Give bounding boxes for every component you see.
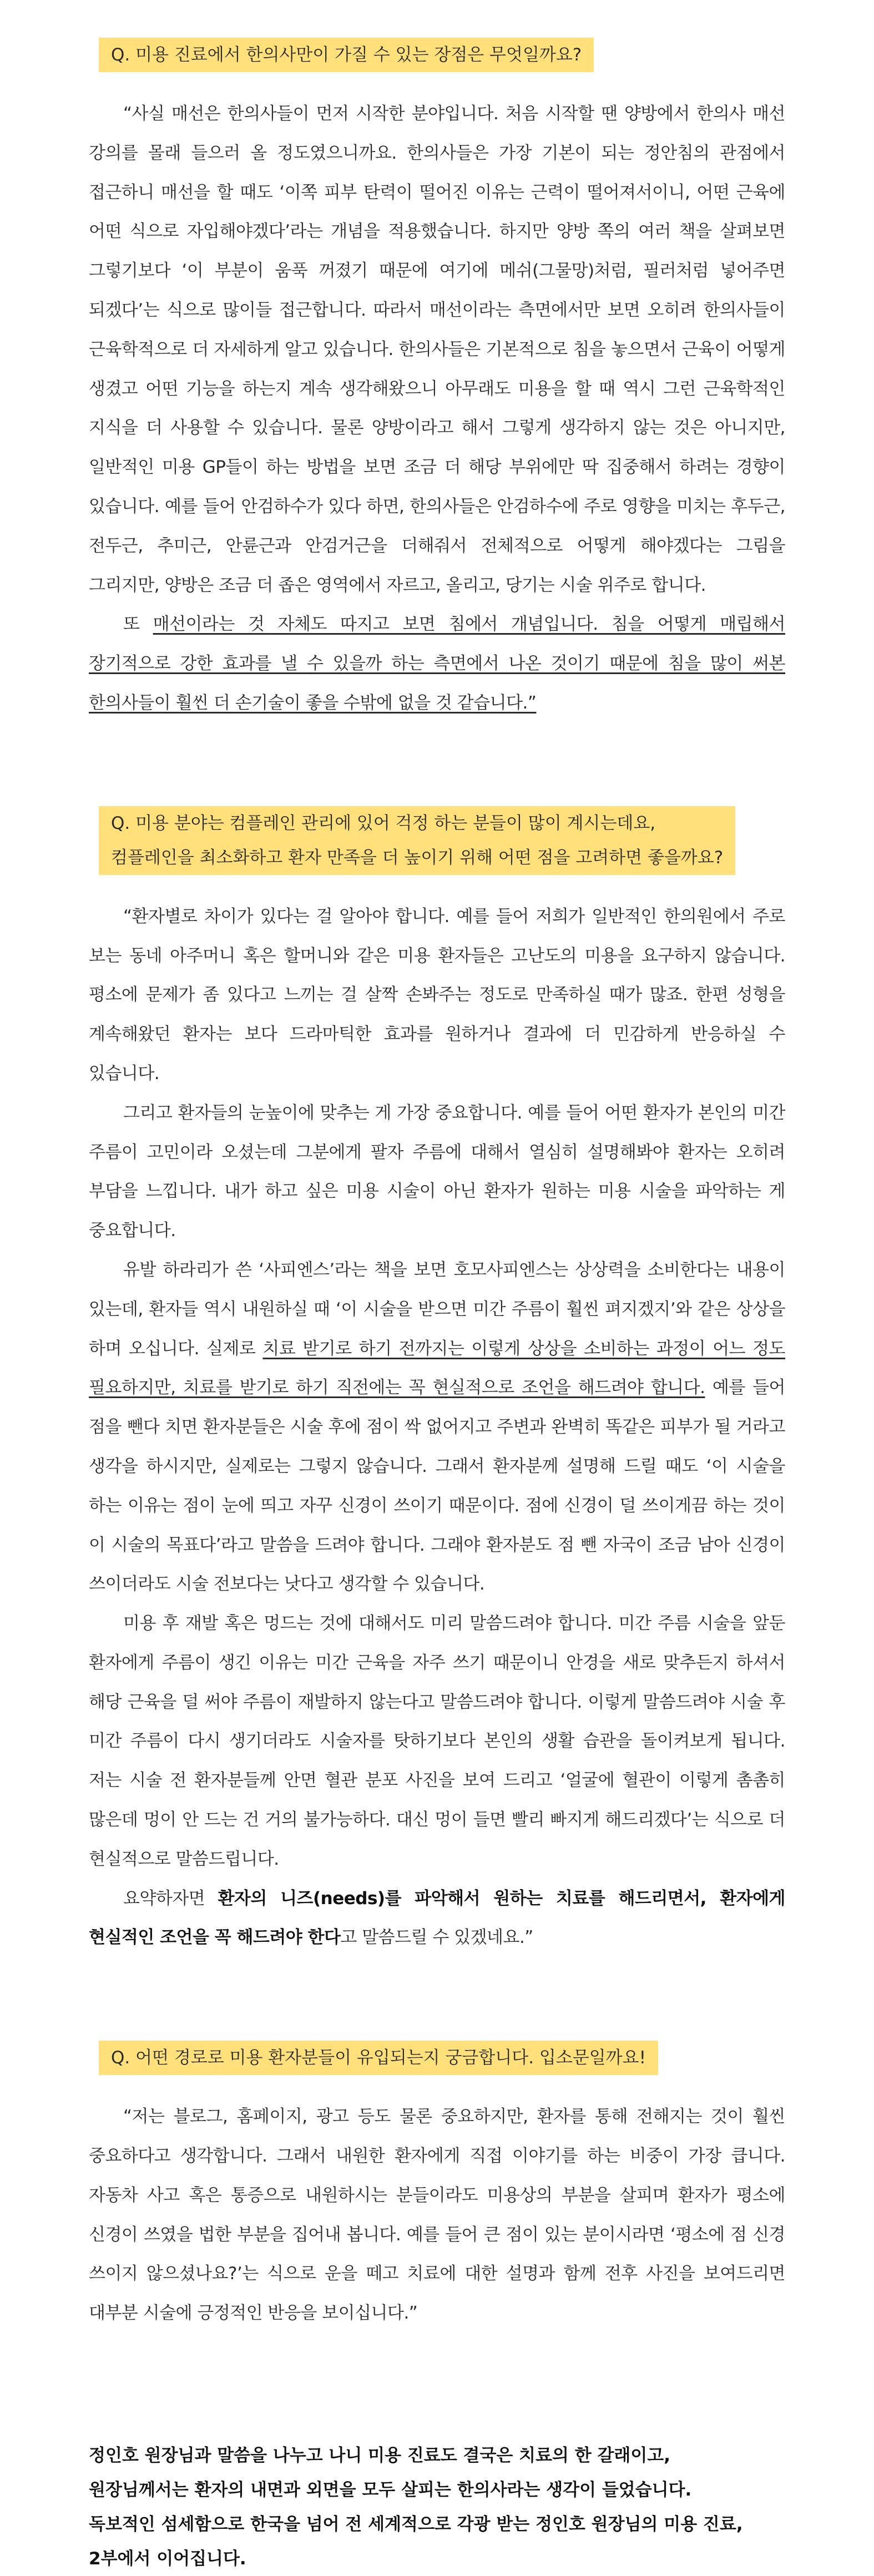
answer-2-paragraph-3	[89, 1251, 785, 1604]
answer-1-paragraph-2	[89, 605, 785, 722]
closing-remarks	[89, 2438, 785, 2576]
question-2	[99, 806, 735, 875]
answer-3	[89, 2097, 785, 2333]
closing-line-1: 정인호 원장님과 말씀을 나누고 나니 미용 진료도 결국은 치료의 한 갈래이고,	[89, 2446, 671, 2466]
answer-1-paragraph-2-intro: 또	[123, 614, 153, 635]
question-2-line-1: Q. 미용 분야는 컴플레인 관리에 있어 걱정 하는 분들이 많이 계시는데요,	[111, 813, 656, 833]
answer-3-paragraph-1: “저는 블로그, 홈페이지, 광고 등도 물론 중요하지만, 환자를 통해 전해지는 것이 훨씬 중요하다고 생각합니다. 그래서 내원한 환자에게 직접 이야기를 하는 비중이 가장 큽니다. 자동차 사고 혹은 통증으로 내원하시는 분들이라도 미용상의 부분을 살피며 환자가 평소에 신경이 쓰였을 법한 부분을 집어내 봅니다. 예를 들어 큰 점이 있는 분이시라면 ‘평소에 점 신경 쓰이지 않으셨나요?’는 식으로 운을 떼고 치료에 대한 설명과 함께 전후 사진을 보여드리면 대부분 시술에 긍정적인 반응을 보이십니다.”	[89, 2107, 785, 2324]
answer-1	[89, 94, 785, 723]
answer-2-paragraph-4: 미용 후 재발 혹은 멍드는 것에 대해서도 미리 말씀드려야 합니다. 미간 주름 시술을 앞둔 환자에게 주름이 생긴 이유는 미간 근육을 자주 쓰기 때문이니 안경을 새로 맞추든지 하셔서 해당 근육을 덜 써야 주름이 재발하지 않는다고 말씀드려야 합니다. 이렇게 말씀드려야 시술 후 미간 주름이 다시 생기더라도 시술자를 탓하기보다 본인의 생활 습관을 돌이켜보게 됩니다. 저는 시술 전 환자분들께 안면 혈관 분포 사진을 보여 드리고 ‘얼굴에 혈관이 이렇게 촘촘히 많은데 멍이 안 드는 건 거의 불가능하다. 대신 멍이 들면 빨리 빠지게 해드리겠다’는 식으로 더 현실적으로 말씀드립니다.	[89, 1613, 785, 1869]
answer-2-paragraph-3-end: 예를 들어 점을 뺀다 치면 환자분들은 시술 후에 점이 싹 없어지고 주변과 완벽히 똑같은 피부가 될 거라고 생각을 하시지만, 실제로는 그렇지 않습니다. 그래서 환자분께 설명해 드릴 때도 ‘이 시술을 하는 이유는 점이 눈에 띄고 자꾸 신경이 쓰이기 때문이다. 점에 신경이 덜 쓰이게끔 하는 것이 이 시술의 목표다’라고 말씀을 드려야 합니다. 그래야 환자분도 점 뺀 자국이 조금 남아 신경이 쓰이더라도 시술 전보다는 낫다고 생각할 수 있습니다.	[89, 1378, 786, 1595]
answer-2-paragraph-1: “환자별로 차이가 있다는 걸 알아야 합니다. 예를 들어 저희가 일반적인 한의원에서 주로 보는 동네 아주머니 혹은 할머니와 같은 미용 환자들은 고난도의 미용을 요구하지 않습니다. 평소에 문제가 좀 있다고 느끼는 걸 살짝 손봐주는 정도로 만족하실 때가 많죠. 한편 성형을 계속해왔던 환자는 보다 드라마틱한 효과를 원하거나 결과에 더 민감하게 반응하실 수 있습니다.	[89, 906, 785, 1084]
answer-1-paragraph-1: “사실 매선은 한의사들이 먼저 시작한 분야입니다. 처음 시작할 땐 양방에서 한의사 매선 강의를 몰래 들으러 올 정도였으니까요. 한의사들은 가장 기본이 되는 정안침의 관점에서 접근하니 매선을 할 때도 ‘이쪽 피부 탄력이 떨어진 이유는 근력이 떨어져서이니, 어떤 근육에 어떤 식으로 자입해야겠다’라는 개념을 적용했습니다. 하지만 양방 쪽의 여러 책을 살펴보면 그렇기보다 ‘이 부분이 움푹 꺼졌기 때문에 여기에 메쉬(그물망)처럼, 필러처럼 넣어주면 되겠다’는 식으로 많이들 접근합니다. 따라서 매선이라는 측면에서만 보면 오히려 한의사들이 근육학적으로 더 자세하게 알고 있습니다. 한의사들은 기본적으로 침을 놓으면서 근육이 어떻게 생겼고 어떤 기능을 하는지 계속 생각해왔으니 아무래도 미용을 할 때 역시 그런 근육학적인 지식을 더 사용할 수 있습니다. 물론 양방이라고 해서 그렇게 생각하지 않는 것은 아니지만, 일반적인 미용 GP들이 하는 방법을 보면 조금 더 해당 부위에만 딱 집중해서 하려는 경향이 있습니다. 예를 들어 안검하수가 있다 하면, 한의사들은 안검하수에 주로 영향을 미치는 후두근, 전두근, 추미근, 안륜근과 안검거근을 더해줘서 전체적으로 어떻게 해야겠다는 그림을 그리지만, 양방은 조금 더 좁은 영역에서 자르고, 올리고, 당기는 시술 위주로 합니다.	[89, 104, 785, 595]
answer-1-underlined-text: 매선이라는 것 자체도 따지고 보면 침에서 개념입니다. 침을 어떻게 매립해서 장기적으로 강한 효과를 낼 수 있을까 하는 측면에서 나온 것이기 때문에 침을 많이 써본 한의사들이 훨씬 더 손기술이 좋을 수밖에 없을 것 같습니다.”	[89, 614, 785, 713]
question-3-line: Q. 어떤 경로로 미용 환자분들이 유입되는지 궁금합니다. 입소문일까요!	[111, 2048, 646, 2068]
answer-2-underlined-text: 치료 받기로 하기 전까지는 이렇게 상상을 소비하는 과정이 어느 정도 필요하지만, 치료를 받기로 하기 직전에는 꼭 현실적으로 조언을 해드려야 합니다.	[89, 1338, 785, 1398]
question-2-line-2: 컴플레인을 최소화하고 환자 만족을 더 높이기 위해 어떤 점을 고려하면 좋을까요?	[111, 847, 724, 868]
closing-line-3: 독보적인 섬세함으로 한국을 넘어 전 세계적으로 각광 받는 정인호 원장님의 미용 진료,	[89, 2514, 743, 2535]
answer-2-paragraph-3-start: 유발 하라리가 쓴 ‘사피엔스’라는 책을 보면 호모사피엔스는 상상력을 소비한다는 내용이 있는데, 환자들 역시 내원하실 때 ‘이 시술을 받으면 미간 주름이 훨씬 펴지겠지’와 같은 상상을 하며 오십니다. 실제로	[89, 1259, 785, 1359]
answer-2-bold-text: 환자의 니즈(needs)를 파악해서 원하는 치료를 해드리면서, 환자에게 현실적인 조언을 꼭 해드려야 한다	[89, 1888, 785, 1948]
answer-2-paragraph-2: 그리고 환자들의 눈높이에 맞추는 게 가장 중요합니다. 예를 들어 어떤 환자가 본인의 미간 주름이 고민이라 오셨는데 그분에게 팔자 주름에 대해서 열심히 설명해봐야 환자는 오히려 부담을 느낍니다. 내가 하고 싶은 미용 시술이 아닌 환자가 원하는 미용 시술을 파악하는 게 중요합니다.	[89, 1102, 785, 1241]
answer-2-paragraph-5	[89, 1879, 785, 1958]
question-1-line: Q. 미용 진료에서 한의사만이 가질 수 있는 장점은 무엇일까요?	[111, 45, 582, 65]
closing-line-4: 2부에서 이어집니다.	[89, 2549, 246, 2569]
question-3	[99, 2041, 658, 2075]
answer-2	[89, 897, 785, 1958]
question-1	[99, 38, 594, 72]
answer-2-summary-start: 요약하자면	[123, 1888, 218, 1909]
closing-line-2: 원장님께서는 환자의 내면과 외면을 모두 살피는 한의사라는 생각이 들었습니다.	[89, 2480, 692, 2501]
answer-2-summary-end: 고 말씀드릴 수 있겠네요.”	[340, 1927, 533, 1948]
